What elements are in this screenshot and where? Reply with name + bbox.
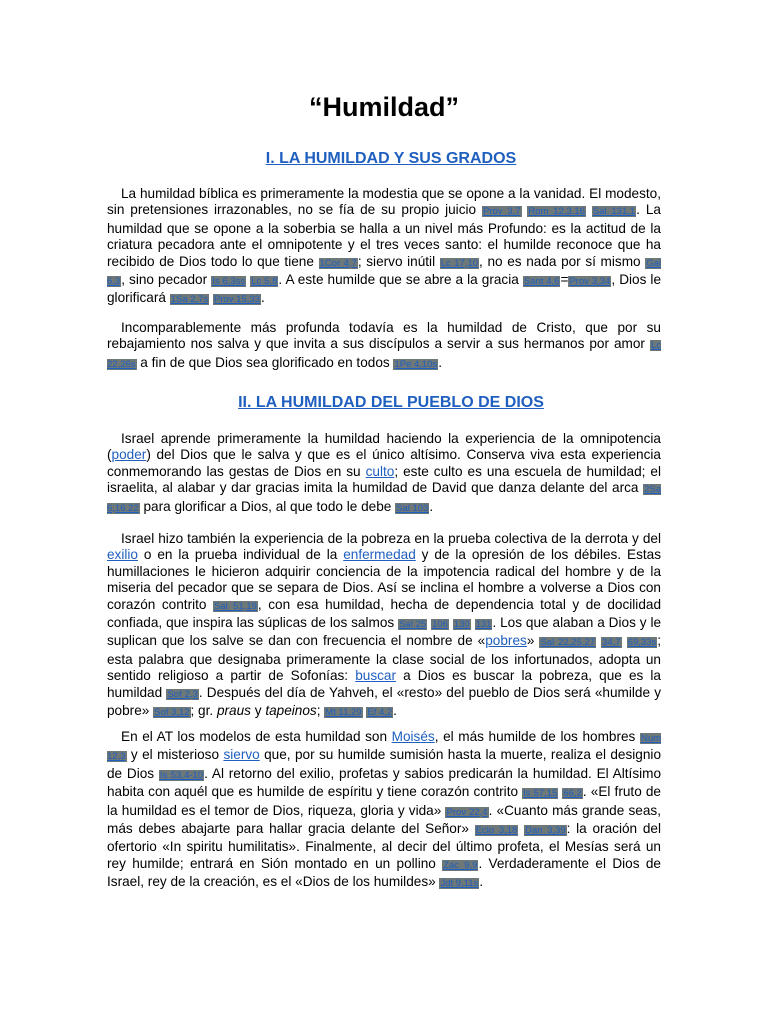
text-run: » [526, 633, 540, 649]
section-heading-2[interactable]: II. LA HUMILDAD DEL PUEBLO DE DIOS [238, 394, 544, 411]
scripture-reference-link[interactable]: Num 12,3 [107, 733, 662, 763]
paragraph [107, 320, 661, 373]
text-run: Israel aprende primeramente la humildad haciendo la experiencia de la omnipotencia ( [107, 431, 661, 463]
scripture-reference-link[interactable]: 130 [453, 619, 470, 631]
scripture-reference-link[interactable]: Prov 3,34 [569, 276, 611, 288]
text-run: = [560, 272, 569, 288]
text-run: Israel hizo también la experiencia de la pobreza en la prueba colectiva de la derrota y del [121, 531, 661, 546]
text-run: ; siervo inútil [357, 253, 440, 269]
scripture-reference-link[interactable]: 34,7 [602, 637, 621, 649]
text-run: Incomparablemente más profunda todavía es la humildad de Cristo, que por su rebajamiento nos salva y que invita a sus discípulos a servir a sus hermanos por amor [107, 320, 661, 352]
italic-term: tapeinos [265, 703, 317, 719]
text-run [622, 633, 627, 648]
scripture-reference-link[interactable]: Dan 3,39 [525, 825, 566, 837]
scripture-reference-link[interactable]: Mt 11,29 [325, 707, 362, 719]
scripture-reference-link[interactable]: Gal 6,3 [107, 257, 662, 288]
text-run: a Dios es buscar la pobreza, que es la humildad [107, 668, 661, 700]
scripture-reference-link[interactable]: 106 [432, 619, 448, 631]
scripture-reference-link[interactable]: Is 57,15 [523, 788, 558, 800]
text-run: ; gr. [190, 703, 217, 719]
text-run: La humildad bíblica es primeramente la modestia que se opone a la vanidad. El modesto, sin pretensiones irrazonables, no se fía de su propio juicio [107, 186, 661, 218]
text-run: y de la opresión de los débiles. Estas humillaciones le hicieron adquirir conciencia de la impotencia radical del hombre y de la miseria del pecador que se separa de Dios. Así se inclina el hombre a volverse a Dios con corazón contrito [107, 547, 661, 612]
text-run: . [438, 354, 443, 370]
text-run: ; esta palabra que designaba primeramente la clase social de los infortunados, adopta un sentido religioso a partir de Sofonías: [107, 633, 662, 684]
term-link[interactable]: Moisés [391, 729, 435, 744]
text-run: ; este culto es una escuela de humildad; el israelita, al alabar y dar gracias imita la humildad de David que danza delante del arca [107, 463, 661, 496]
paragraph [107, 186, 661, 309]
text-run: y el misterioso [126, 747, 224, 763]
term-link[interactable]: buscar [355, 668, 397, 684]
term-link[interactable]: pobres [485, 633, 527, 649]
scripture-reference-link[interactable]: Lc 5,8 [251, 276, 278, 288]
scripture-reference-link[interactable]: 1Pe 4,10s [394, 358, 438, 370]
text-run: En el AT los modelos de esta humildad son [121, 729, 392, 744]
text-run: . [479, 874, 484, 890]
text-run: que, por su humilde sumisión hasta la muerte, realiza el designio de Dios [107, 747, 661, 781]
text-run [471, 615, 475, 630]
document-title: “Humildad” [308, 92, 459, 122]
text-run: y [250, 703, 266, 719]
scripture-reference-link[interactable]: Prov 3,7 [482, 206, 521, 218]
text-run: para glorificar a Dios, al que todo le debe [139, 498, 396, 514]
text-run: a fin de que Dios sea glorificado en todos [136, 354, 394, 370]
term-link[interactable]: enfermedad [343, 547, 416, 563]
scripture-reference-link[interactable]: Sof 3,12 [154, 707, 190, 719]
scripture-reference-link[interactable]: Rom 12,3.16 [528, 206, 585, 218]
text-run: , el más humilde de los hombres [434, 729, 640, 744]
term-link[interactable]: poder [111, 447, 147, 463]
scripture-reference-link[interactable]: Lc 22,26s [107, 340, 661, 370]
text-run: ) del Dios que le salva y que es el único altísimo. Conserva viva esta experiencia conmemorando las gestas de Dios en su [107, 447, 661, 479]
text-run: , no es nada por sí mismo [479, 253, 646, 269]
scripture-reference-link[interactable]: Sal 103 [396, 502, 429, 514]
scripture-reference-link[interactable]: Zac 9,9 [443, 859, 478, 871]
text-run: . Los que alaban a Dios y le suplican que los salve se dan con frecuencia el nombre de « [107, 615, 662, 649]
text-run: . «Cuanto más grande seas, más debes abajarte para hallar gracia delante del Señor» [107, 802, 661, 837]
scripture-reference-link[interactable]: Lc 17,10 [440, 257, 479, 269]
text-run: , Dios le glorificará [107, 272, 662, 306]
scripture-reference-link[interactable]: Jdt 9,11s [440, 878, 479, 890]
text-run: . [260, 290, 265, 306]
text-run: , con esa humildad, hecha de dependencia total y de docilidad confiada, que inspira las súplicas de los salmos [107, 596, 662, 631]
text-run: o en la prueba individual de la [137, 547, 344, 563]
scripture-reference-link[interactable]: 66,2 [563, 788, 582, 800]
text-run: : la oración del ofertorio «In spiritu humilitatis». Finalmente, al decir del último profeta, el Mesías será un rey humilde; entrará en Sión montado en un pollino [107, 821, 661, 871]
scripture-reference-link[interactable]: 1Sa 2,7s [170, 294, 209, 306]
scripture-reference-link[interactable]: Ef 4,2 [367, 707, 393, 719]
scripture-reference-link[interactable]: 131 [475, 619, 492, 631]
paragraph [107, 531, 661, 721]
term-link[interactable]: siervo [223, 747, 260, 763]
paragraph [107, 729, 661, 893]
scripture-reference-link[interactable]: Sof 2,3 [167, 688, 198, 700]
text-run: . A este humilde que se abre a la gracia [278, 272, 523, 288]
text-run: . La humildad que se opone a la soberbia se halla a un nivel más Profundo: es la actitud de la criatura pecadora ante el omnipotente y el tres veces santo: el humilde reconoce que ha recibido de Dios todo lo que tiene [107, 202, 661, 269]
term-link[interactable]: exilio [107, 547, 138, 563]
scripture-reference-link[interactable]: Sal 51,19 [214, 600, 257, 612]
term-link[interactable]: culto [365, 463, 395, 479]
scripture-reference-link[interactable]: 69,33s [627, 637, 657, 649]
scripture-reference-link[interactable]: Is 6,3ss [212, 276, 246, 288]
text-run: . [429, 498, 434, 514]
section-heading-1[interactable]: I. LA HUMILDAD Y SUS GRADOS [265, 150, 517, 167]
text-run: . Verdaderamente el Dios de Israel, rey de la creación, es el «Dios de los humildes» [107, 855, 661, 890]
text-run: . Al retorno del exilio, profetas y sabios predicarán la humildad. El Altísimo habita con aquél que es humilde de espíritu y tiene corazón contrito [107, 765, 662, 800]
text-run: . [393, 703, 397, 719]
italic-term: praus [216, 703, 251, 719]
text-run: . Después del día de Yahveh, el «resto» del pueblo de Dios será «humilde y pobre» [107, 684, 661, 719]
text-run [586, 202, 592, 217]
scripture-reference-link[interactable]: Sal 25 [399, 619, 427, 631]
scripture-reference-link[interactable]: 1Cor 4,7 [319, 257, 357, 269]
scripture-reference-link[interactable]: Eclo 3,18 [475, 825, 518, 837]
scripture-reference-link[interactable]: Sal 131,1 [592, 206, 636, 218]
text-run: ; [316, 703, 325, 719]
scripture-reference-link[interactable]: Is 53,4-10 [159, 769, 204, 781]
scripture-reference-link[interactable]: Prov 22,4 [446, 806, 488, 818]
scripture-reference-link[interactable]: Sal 22,25.27 [540, 637, 596, 649]
text-run: , sino pecador [121, 272, 212, 288]
text-run: . «El fruto de la humildad es el temor de Dios, riqueza, gloria y vida» [107, 784, 661, 818]
scripture-reference-link[interactable]: Sant 4,6 [523, 276, 560, 288]
scripture-reference-link[interactable]: Prov 15,33 [214, 294, 260, 306]
scripture-reference-link[interactable]: 2Sa 6,16.22 [107, 484, 661, 514]
paragraph [107, 431, 661, 517]
